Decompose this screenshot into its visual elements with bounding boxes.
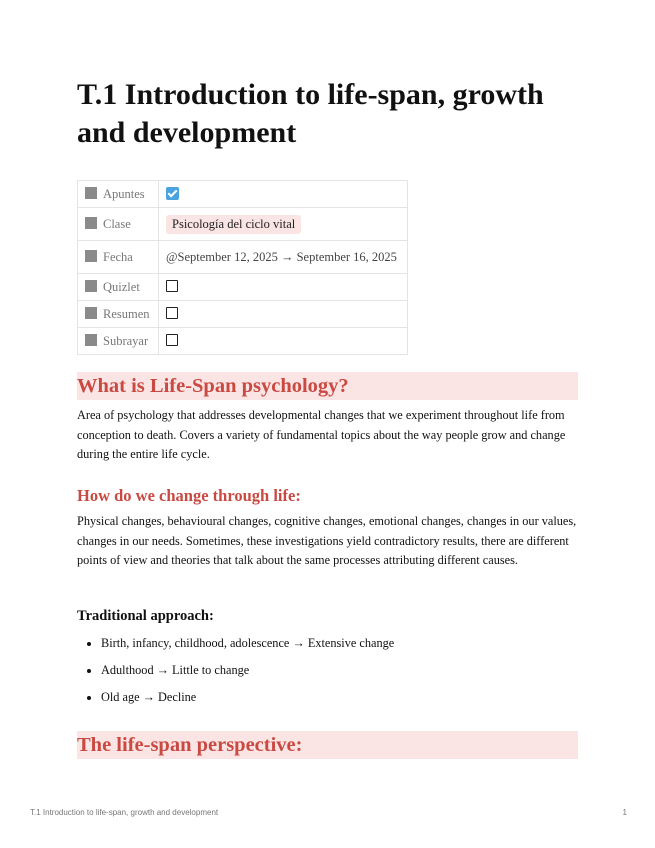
footer-title: T.1 Introduction to life-span, growth and development	[30, 808, 219, 817]
property-type-icon	[85, 334, 97, 346]
property-key	[78, 241, 159, 274]
property-value	[159, 301, 408, 328]
subheading-traditional-approach: Traditional approach:	[77, 608, 214, 624]
property-row-fecha	[78, 241, 408, 274]
page-number: 1	[622, 808, 627, 817]
property-label: Apuntes	[103, 186, 145, 201]
page-title: T.1 Introduction to life-span, growth and development	[77, 78, 544, 149]
property-label: Quizlet	[103, 279, 140, 294]
property-row-apuntes	[78, 181, 408, 208]
property-row-subrayar	[78, 328, 408, 355]
property-key	[78, 208, 159, 241]
class-tag: Psicología del ciclo vital	[166, 215, 301, 234]
property-key	[78, 181, 159, 208]
bullet-list	[77, 632, 602, 713]
property-value	[159, 208, 408, 241]
property-row-clase	[78, 208, 408, 241]
property-value	[159, 181, 408, 208]
property-label: Fecha	[103, 249, 133, 264]
date-value: @September 12, 2025 → September 16, 2025	[159, 241, 408, 274]
property-key	[78, 301, 159, 328]
section-paragraph: Area of psychology that addresses developmental changes that we experiment throughout life from conception to death. Covers a variety of fundamental topics about the way people grow and change during the entire life cycle.	[77, 408, 566, 461]
list-item: • Birth, infancy, childhood, adolescence → Extensive change	[101, 632, 602, 659]
section-heading-life-span-psychology: What is Life-Span psychology?	[77, 372, 578, 400]
property-value	[159, 328, 408, 355]
checkbox-unchecked-icon[interactable]	[166, 334, 178, 346]
property-key	[78, 274, 159, 301]
property-type-icon	[85, 307, 97, 319]
property-label: Resumen	[103, 306, 150, 321]
property-key	[78, 328, 159, 355]
property-type-icon	[85, 187, 97, 199]
property-label: Subrayar	[103, 333, 149, 348]
checkbox-unchecked-icon[interactable]	[166, 280, 178, 292]
property-type-icon	[85, 280, 97, 292]
list-item: • Adulthood → Little to change	[101, 659, 602, 686]
page-footer	[30, 808, 627, 817]
section-paragraph: Physical changes, behavioural changes, cognitive changes, emotional changes, changes in our values, changes in our needs. Sometimes, these investigations yield contradictory results, there are different points of view and theories that talk about the same processes attributing different causes.	[77, 514, 577, 567]
property-value	[159, 274, 408, 301]
section-heading-life-span-perspective: The life-span perspective:	[77, 731, 578, 759]
checkbox-unchecked-icon[interactable]	[166, 307, 178, 319]
property-row-resumen	[78, 301, 408, 328]
section-heading-how-we-change: How do we change through life:	[77, 486, 301, 505]
property-type-icon	[85, 250, 97, 262]
properties-table	[77, 180, 408, 355]
checkbox-checked-icon[interactable]	[166, 187, 179, 200]
property-label: Clase	[103, 216, 131, 231]
list-item: • Old age → Decline	[101, 686, 602, 713]
property-type-icon	[85, 217, 97, 229]
property-row-quizlet	[78, 274, 408, 301]
